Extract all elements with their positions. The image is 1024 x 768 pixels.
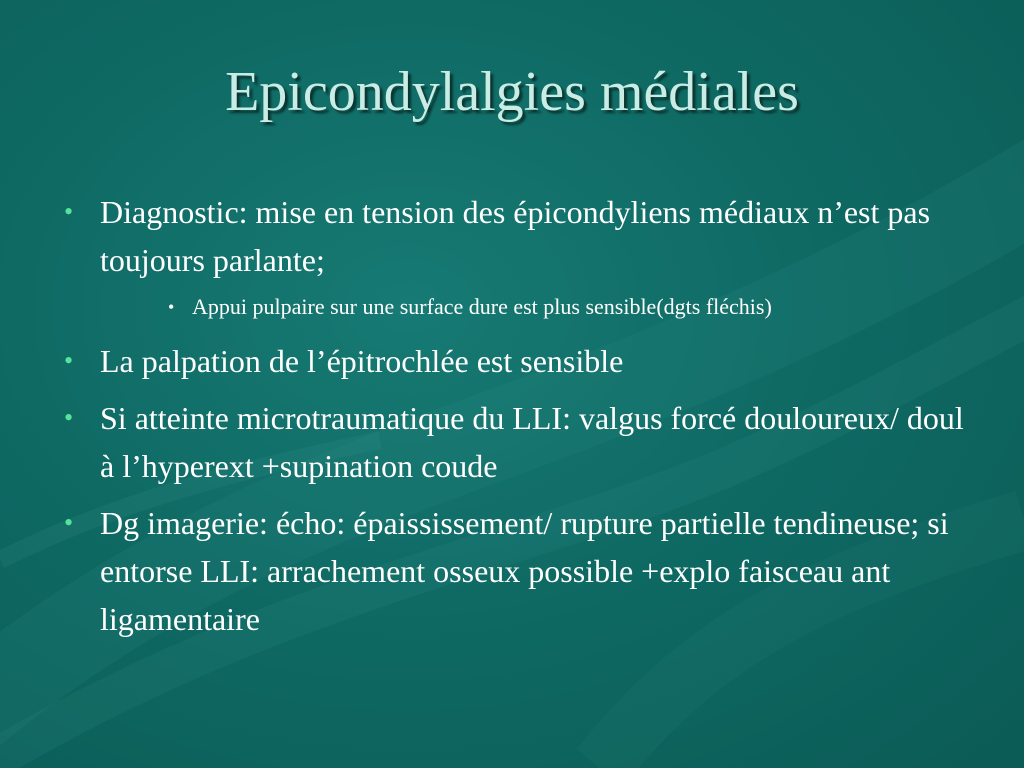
slide-title: Epicondylalgies médiales bbox=[225, 61, 799, 123]
bullet-marker: • bbox=[64, 508, 74, 537]
bullet-text: Dg imagerie: écho: épaississement/ rupture partielle tendineuse; si entorse LLI: arrachement osseux possible +explo faisceau ant ligamentaire bbox=[100, 505, 949, 637]
bullet-text: Si atteinte microtraumatique du LLI: valgus forcé douloureux/ doul à l’hyperext +supination coude bbox=[100, 400, 964, 484]
bullet-text: Diagnostic: mise en tension des épicondyliens médiaux n’est pas toujours parlante; bbox=[100, 194, 931, 278]
bullet-item bbox=[60, 394, 980, 490]
bullet-marker: • bbox=[64, 197, 74, 226]
bullet-item bbox=[60, 337, 980, 385]
sub-bullet-text: Appui pulpaire sur une surface dure est plus sensible(dgts fléchis) bbox=[192, 294, 772, 319]
bullet-item bbox=[60, 499, 980, 643]
bullet-marker: • bbox=[64, 403, 74, 432]
bullet-text: La palpation de l’épitrochlée est sensible bbox=[100, 343, 624, 379]
bullet-list bbox=[60, 188, 980, 652]
bullet-item bbox=[60, 188, 980, 284]
bullet-marker: • bbox=[64, 346, 74, 375]
sub-bullet-item bbox=[60, 291, 980, 323]
sub-bullet-marker: • bbox=[168, 297, 175, 317]
